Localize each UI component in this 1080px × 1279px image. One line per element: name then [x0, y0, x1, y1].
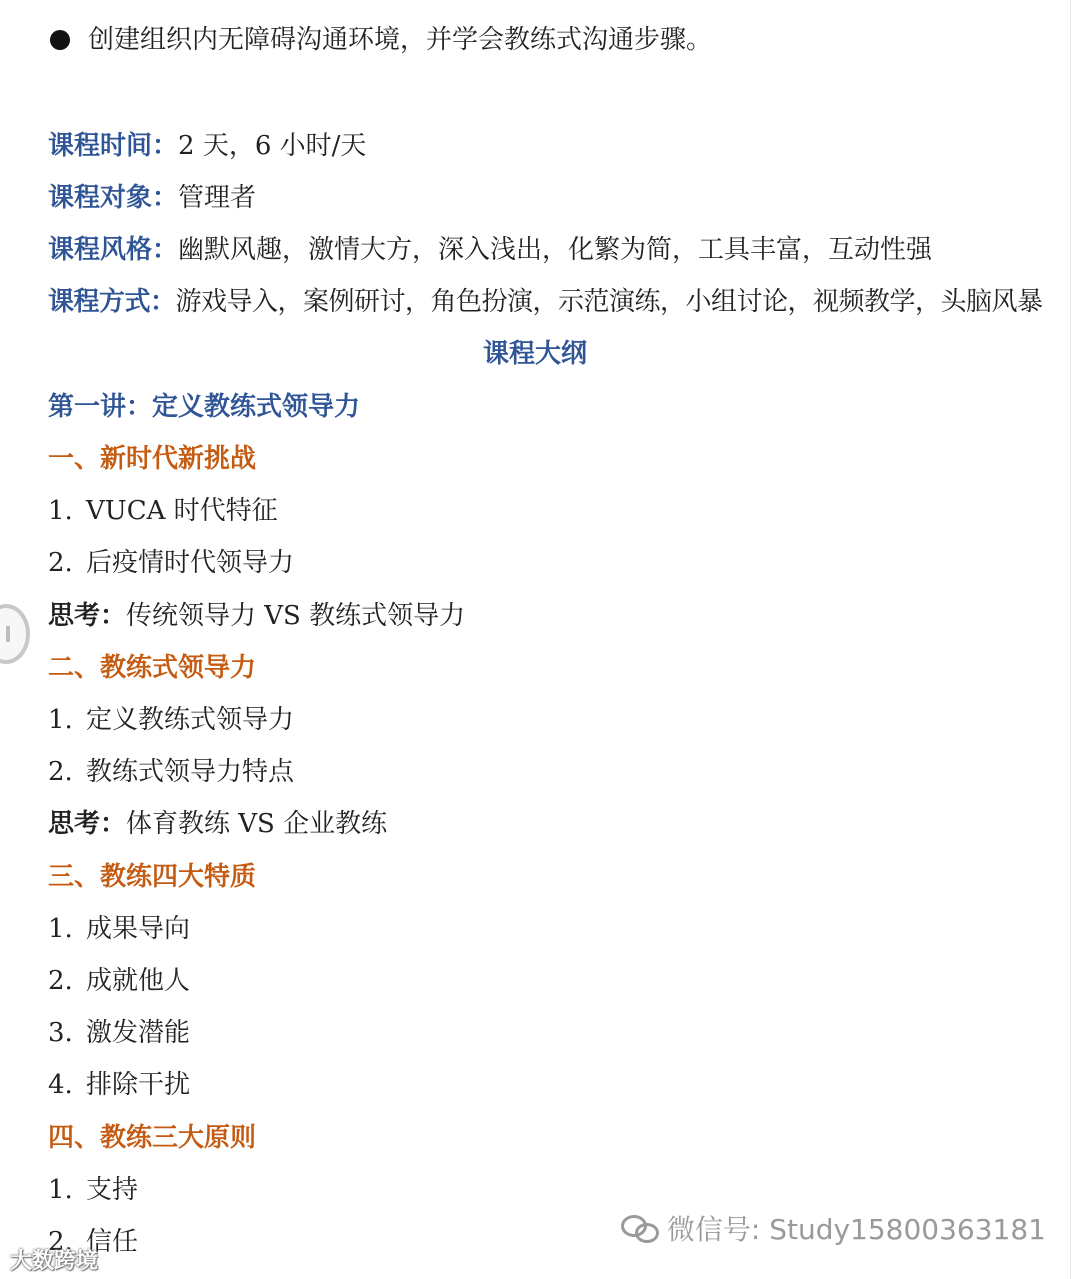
section-4-heading: 四、教练三大原则 [48, 1123, 257, 1153]
course-time-label: 课程时间： [48, 131, 179, 161]
list-item-text: 信任 [86, 1227, 139, 1257]
list-item-number: 1. [48, 914, 73, 944]
list-item-number: 4. [48, 1070, 73, 1100]
list-item [48, 494, 278, 528]
list-item [48, 755, 294, 789]
list-item [48, 703, 294, 737]
bullet-dot-icon [50, 30, 70, 50]
list-item [48, 964, 190, 998]
course-audience-label: 课程对象： [48, 183, 179, 213]
wechat-icon [621, 1213, 661, 1243]
list-item-number: 2. [48, 1227, 73, 1257]
source-watermark: 大数跨境 [10, 1249, 99, 1274]
list-item-text: 成果导向 [86, 914, 191, 944]
list-item [48, 1173, 138, 1207]
course-time-value: 2 天，6 小时/天 [178, 131, 367, 161]
list-item-text: 后疫情时代领导力 [86, 548, 295, 578]
think-row [48, 599, 465, 633]
list-item [48, 912, 190, 946]
list-item [48, 1068, 190, 1102]
think-text: 体育教练 VS 企业教练 [126, 809, 388, 839]
think-text: 传统领导力 VS 教练式领导力 [126, 601, 466, 631]
think-row [48, 807, 387, 841]
list-item-number: 3. [48, 1018, 73, 1048]
list-item-number: 1. [48, 705, 73, 735]
list-item-text: 激发潜能 [86, 1018, 191, 1048]
goal-text: 创建组织内无障碍沟通环境，并学会教练式沟通步骤。 [88, 25, 713, 55]
list-item [48, 546, 294, 580]
course-method-row [48, 285, 1043, 319]
wechat-watermark [621, 1208, 1046, 1248]
list-item-text: 成就他人 [86, 966, 191, 996]
section-3-heading: 三、教练四大特质 [48, 862, 257, 892]
course-style-row [48, 233, 932, 267]
list-item-number: 2. [48, 548, 73, 578]
list-item-text: 教练式领导力特点 [86, 757, 295, 787]
list-item-text: VUCA 时代特征 [86, 496, 278, 526]
course-audience-value: 管理者 [178, 183, 257, 213]
course-method-label: 课程方式： [48, 287, 176, 317]
list-item [48, 1016, 190, 1050]
course-style-value: 幽默风趣，激情大方，深入浅出，化繁为简，工具丰富，互动性强 [178, 235, 933, 265]
think-label: 思考： [48, 809, 127, 839]
lecture-1-heading: 第一讲：定义教练式领导力 [48, 392, 361, 422]
section-2-heading: 二、教练式领导力 [48, 653, 257, 683]
wechat-watermark-text: 微信号: Study15800363181 [666, 1213, 1046, 1246]
section-1-heading: 一、新时代新挑战 [48, 444, 257, 474]
think-label: 思考： [48, 601, 127, 631]
list-item-text: 定义教练式领导力 [86, 705, 295, 735]
list-item-number: 2. [48, 757, 73, 787]
course-style-label: 课程风格： [48, 235, 179, 265]
list-item-number: 1. [48, 1175, 73, 1205]
list-item-number: 2. [48, 966, 73, 996]
list-item-text: 排除干扰 [86, 1070, 191, 1100]
list-item-number: 1. [48, 496, 73, 526]
course-audience-row [48, 181, 256, 215]
outline-title: 课程大纲 [482, 339, 587, 369]
list-item-text: 支持 [86, 1175, 139, 1205]
course-method-value: 游戏导入，案例研讨，角色扮演，示范演练，小组讨论，视频教学，头脑风暴 [175, 287, 1043, 317]
course-time-row [48, 129, 366, 163]
